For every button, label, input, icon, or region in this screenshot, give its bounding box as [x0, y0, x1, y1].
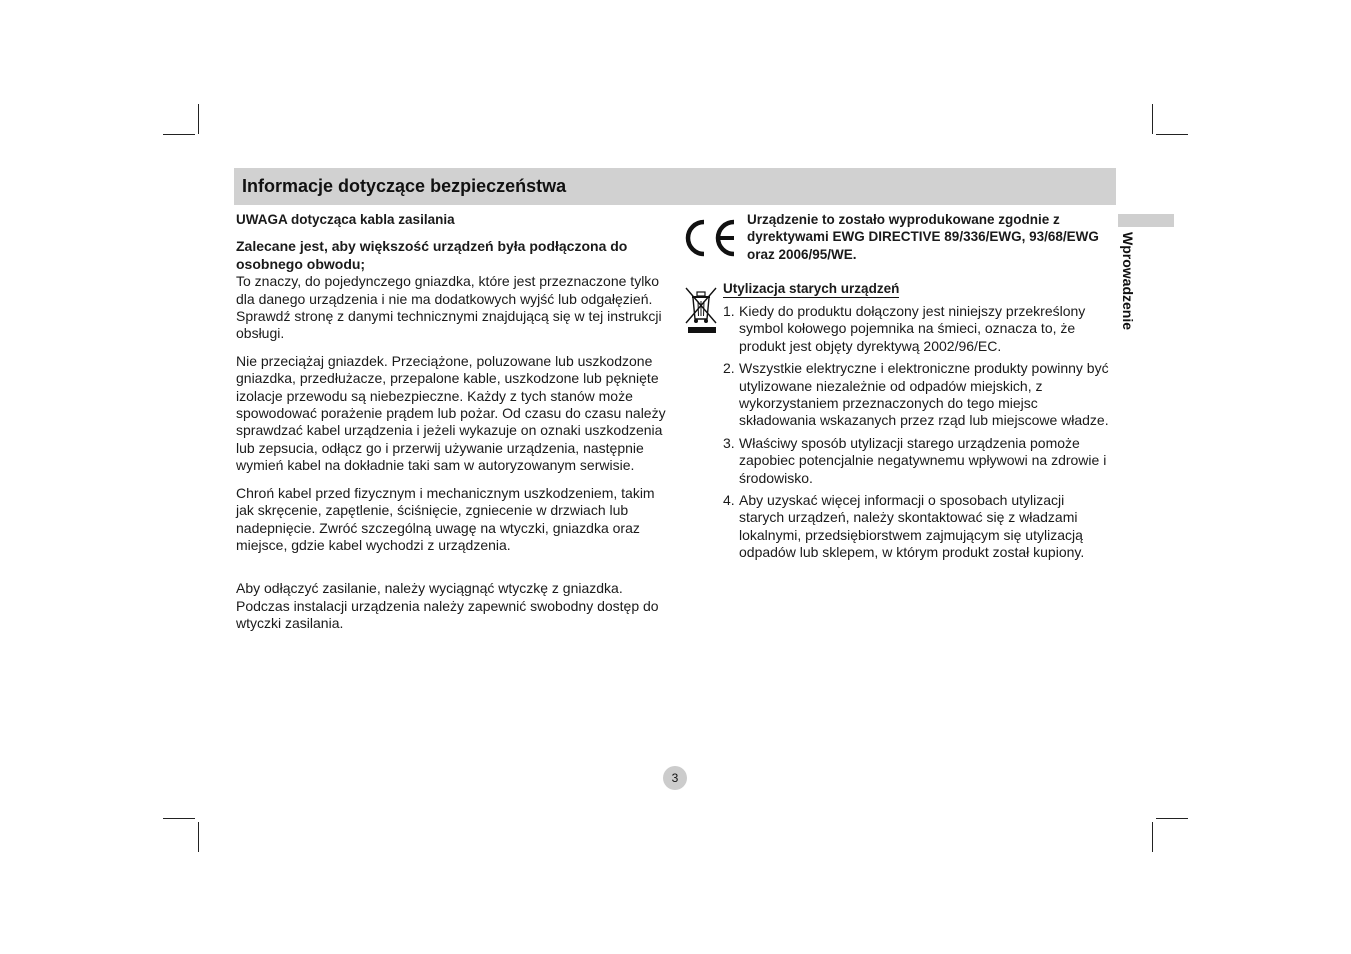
- crossed-out-bin-icon: [684, 285, 720, 337]
- list-item-text: Kiedy do produktu dołączony jest niniejszy przekreślony symbol kołowego pojemnika na śmieci, oznacza to, że produkt jest objęty dyrektywą 2002/96/EC.: [739, 303, 1086, 354]
- list-item-number: 3.: [723, 434, 735, 451]
- page-number: 3: [663, 766, 687, 790]
- protect-paragraph: Chroń kabel przed fizycznym i mechanicznym uszkodzeniem, takim jak skręcenie, zapętlenie, ściśnięcie, zgniecenie w drzwiach lub nadepnięcie. Zwróć szczególną uwagę na wtyczki, gniazdka oraz miejsce, gdzie kabel wychodzi z urządzenia.: [236, 484, 655, 553]
- section-header: [234, 168, 1116, 205]
- list-item: [723, 435, 1111, 487]
- crop-mark: [163, 134, 195, 135]
- overload-paragraph: Nie przeciążaj gniazdek. Przeciążone, poluzowane lub uszkodzone gniazdka, przedłużacze, przepalone kable, uszkodzone lub pęknięte izolacje przewodu są niebezpieczne. Każdy z tych stanów może spowodować porażenie prądem lub pożar. Od czasu do czasu należy sprawdzać kabel urządzenia i jeżeli wykazuje on oznaki uszkodzenia lub zepsucia, odłącz go i przerwij używanie urządzenia, następnie wymień kabel na dokładnie taki sam w autoryzowanym serwisie.: [236, 352, 666, 474]
- list-item-number: 4.: [723, 492, 735, 509]
- list-item-text: Wszystkie elektryczne i elektroniczne produkty powinny być utylizowane niezależnie od odpadów miejskich, z wykorzystaniem przeznaczonych do tego miejsc składowania wskazanych przez rząd lub miejscowe władze.: [739, 360, 1109, 429]
- list-item: [723, 492, 1111, 562]
- crop-mark: [1152, 104, 1153, 134]
- disposal-list: [723, 303, 1111, 567]
- crop-mark: [1156, 818, 1188, 819]
- list-item: [723, 360, 1111, 430]
- list-item-text: Właściwy sposób utylizacji starego urządzenia pomoże zapobiec potencjalnie negatywnemu wpływowi na zdrowie i środowisko.: [739, 434, 1107, 486]
- circuit-lead: Zalecane jest, aby większość urządzeń była podłączona do osobnego obwodu;: [236, 238, 628, 272]
- disposal-heading: Utylizacja starych urządzeń: [723, 281, 900, 296]
- left-column: [236, 211, 666, 633]
- side-tab-label: Wprowadzenie: [1120, 232, 1136, 331]
- ce-mark-icon: [684, 218, 740, 258]
- crop-mark: [198, 822, 199, 852]
- list-item-number: 1.: [723, 303, 735, 319]
- list-item-text: Aby uzyskać więcej informacji o sposobach utylizacji starych urządzeń, należy skontaktować się z władzami lokalnymi, przedsiębiorstwem zajmującym się utylizacją odpadów lub sklepem, w którym produkt został kupiony.: [739, 492, 1085, 561]
- disconnect-paragraph: Aby odłączyć zasilanie, należy wyciągnąć wtyczkę z gniazdka. Podczas instalacji urządzenia należy zapewnić swobodny dostęp do wtyczki zasilania.: [236, 580, 659, 632]
- list-item-number: 2.: [723, 360, 735, 377]
- ce-compliance-text: Urządzenie to zostało wyprodukowane zgodnie z dyrektywami EWG DIRECTIVE 89/336/EWG, 93/68/EWG oraz 2006/95/WE.: [747, 212, 1099, 262]
- page-title: Informacje dotyczące bezpieczeństwa: [242, 176, 567, 196]
- crop-mark: [163, 818, 195, 819]
- circuit-paragraph: To znaczy, do pojedynczego gniazdka, które jest przeznaczone tylko dla danego urządzenia i nie ma dodatkowych wyjść lub odgałęzień. Sprawdź stronę z danymi technicznymi znajdującą się w tej instrukcji obsługi.: [236, 273, 662, 342]
- side-tab-bar: [1118, 214, 1174, 227]
- crop-mark: [198, 104, 199, 134]
- crop-mark: [1152, 822, 1153, 852]
- power-cord-heading: UWAGA dotycząca kabla zasilania: [236, 212, 455, 227]
- crop-mark: [1156, 134, 1188, 135]
- list-item: [723, 303, 1111, 355]
